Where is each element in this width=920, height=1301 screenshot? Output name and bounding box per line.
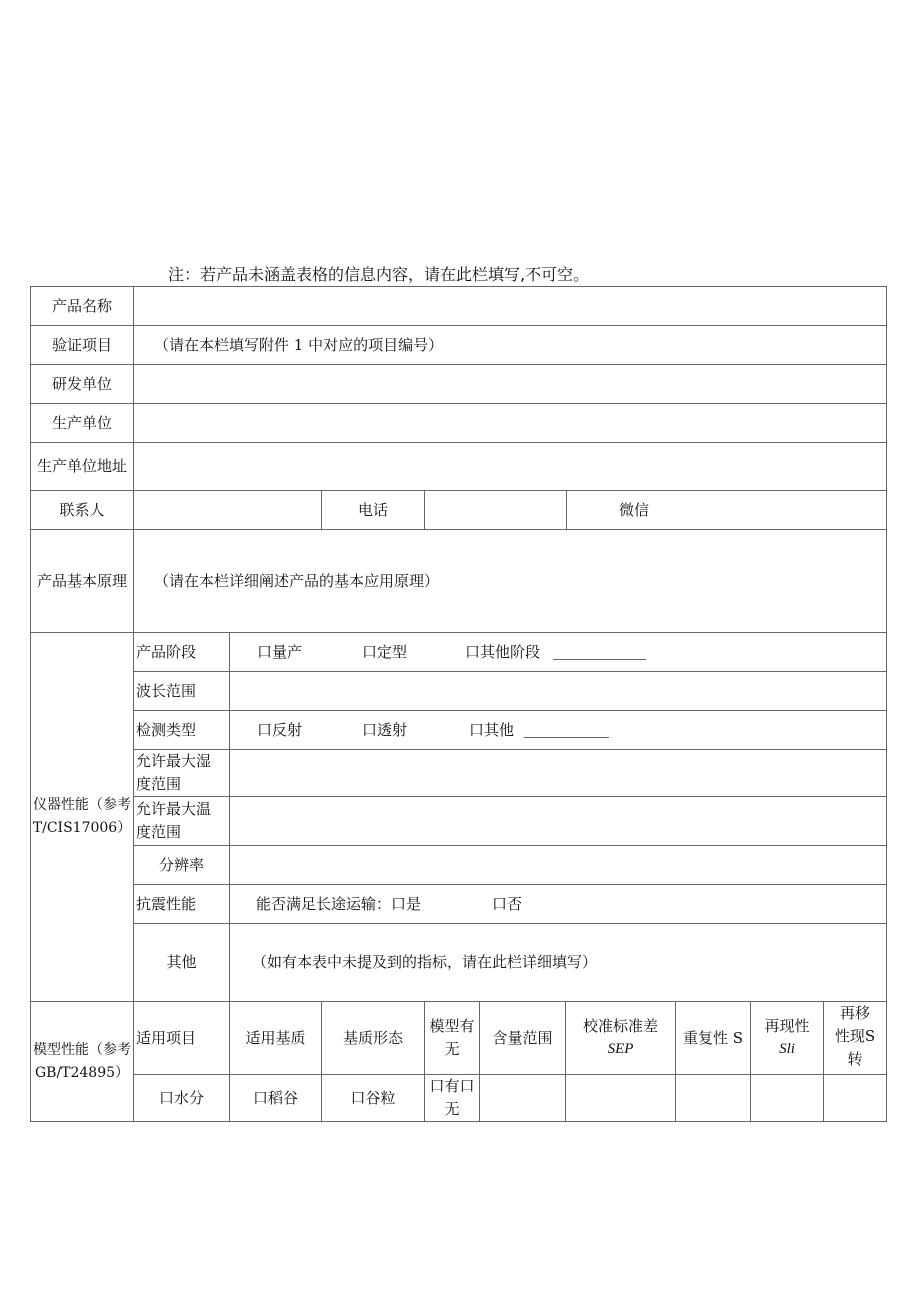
model-form-grain[interactable]: 口谷粒 [321, 1074, 425, 1122]
shock-no[interactable]: 口否 [492, 894, 523, 913]
prod-addr-field[interactable] [133, 442, 887, 491]
prod-unit-field[interactable] [133, 403, 887, 443]
model-transfer-field[interactable] [823, 1074, 887, 1122]
label-resolution: 分辨率 [133, 845, 230, 885]
model-header-exists: 模型有无 [424, 1001, 480, 1075]
model-header-repeat: 重复性 S [675, 1001, 751, 1075]
label-rd-unit: 研发单位 [30, 364, 134, 404]
model-header-range: 含量范围 [479, 1001, 566, 1075]
label-instrument: 仪器性能（参考T/CIS17006） [30, 632, 134, 1002]
model-header-form: 基质形态 [321, 1001, 425, 1075]
principle-field[interactable]: （请在本栏详细阐述产品的基本应用原理） [133, 529, 887, 633]
wave-field[interactable] [229, 671, 887, 711]
shock-field[interactable] [229, 884, 887, 924]
label-phone: 电话 [321, 490, 425, 530]
label-verify-item: 验证项目 [30, 325, 134, 365]
stage-other-blank[interactable] [553, 645, 646, 660]
model-header-transfer: 再移性现S转 [823, 1001, 887, 1075]
resolution-field[interactable] [229, 845, 887, 885]
label-other: 其他 [133, 923, 230, 1002]
detect-transmit[interactable]: 口透射 [362, 720, 408, 739]
model-matrix-paddy[interactable]: 口稻谷 [229, 1074, 322, 1122]
rd-unit-field[interactable] [133, 364, 887, 404]
label-principle: 产品基本原理 [30, 529, 134, 633]
detect-reflect[interactable]: 口反射 [257, 720, 303, 739]
model-header-sep [565, 1001, 676, 1075]
stage-other[interactable]: 口其他阶段 [465, 642, 541, 661]
label-wechat: 微信 [619, 500, 650, 519]
sep-label: 校准标准差 [582, 1017, 658, 1035]
model-header-matrix: 适用基质 [229, 1001, 322, 1075]
phone-field[interactable] [424, 490, 567, 530]
wechat-field[interactable] [566, 490, 887, 530]
label-temperature: 允许最大温度范围 [133, 796, 230, 846]
label-shock: 抗震性能 [133, 884, 230, 924]
label-prod-addr: 生产单位地址 [30, 442, 134, 491]
model-repeat-field[interactable] [675, 1074, 751, 1122]
sli-symbol: Sli [779, 1041, 795, 1057]
detect-other[interactable]: 口其他 [469, 720, 515, 739]
label-humidity: 允许最大湿度范围 [133, 749, 230, 797]
label-contact: 联系人 [30, 490, 134, 530]
label-product-name: 产品名称 [30, 286, 134, 326]
model-reproduce-field[interactable] [750, 1074, 824, 1122]
form-note: 注：若产品未涵盖表格的信息内容，请在此栏填写,不可空。 [168, 265, 590, 284]
stage-mass[interactable]: 口量产 [257, 642, 303, 661]
model-header-reproduce [750, 1001, 824, 1075]
humidity-field[interactable] [229, 749, 887, 797]
model-header-item: 适用项目 [133, 1001, 230, 1075]
label-wave: 波长范围 [133, 671, 230, 711]
label-prod-unit: 生产单位 [30, 403, 134, 443]
model-exists-choice[interactable]: 口有口无 [424, 1074, 480, 1122]
reproduce-label: 再现性 [764, 1017, 810, 1035]
model-range-field[interactable] [479, 1074, 566, 1122]
verify-item-field[interactable]: （请在本栏填写附件 1 中对应的项目编号） [133, 325, 887, 365]
shock-yes[interactable]: 能否满足长途运输：口是 [256, 894, 422, 913]
stage-field[interactable] [229, 632, 887, 672]
other-field[interactable]: （如有本表中未提及到的指标，请在此栏详细填写） [229, 923, 887, 1002]
contact-field[interactable] [133, 490, 322, 530]
model-item-moisture[interactable]: 口水分 [133, 1074, 230, 1122]
temperature-field[interactable] [229, 796, 887, 846]
label-detect: 检测类型 [133, 710, 230, 750]
detect-field[interactable] [229, 710, 887, 750]
label-stage: 产品阶段 [133, 632, 230, 672]
stage-final[interactable]: 口定型 [362, 642, 408, 661]
product-name-field[interactable] [133, 286, 887, 326]
model-sep-field[interactable] [565, 1074, 676, 1122]
label-model: 模型性能（参考GB/T24895） [30, 1001, 134, 1122]
detect-other-blank[interactable] [524, 723, 609, 738]
sep-symbol: SEP [607, 1041, 634, 1057]
